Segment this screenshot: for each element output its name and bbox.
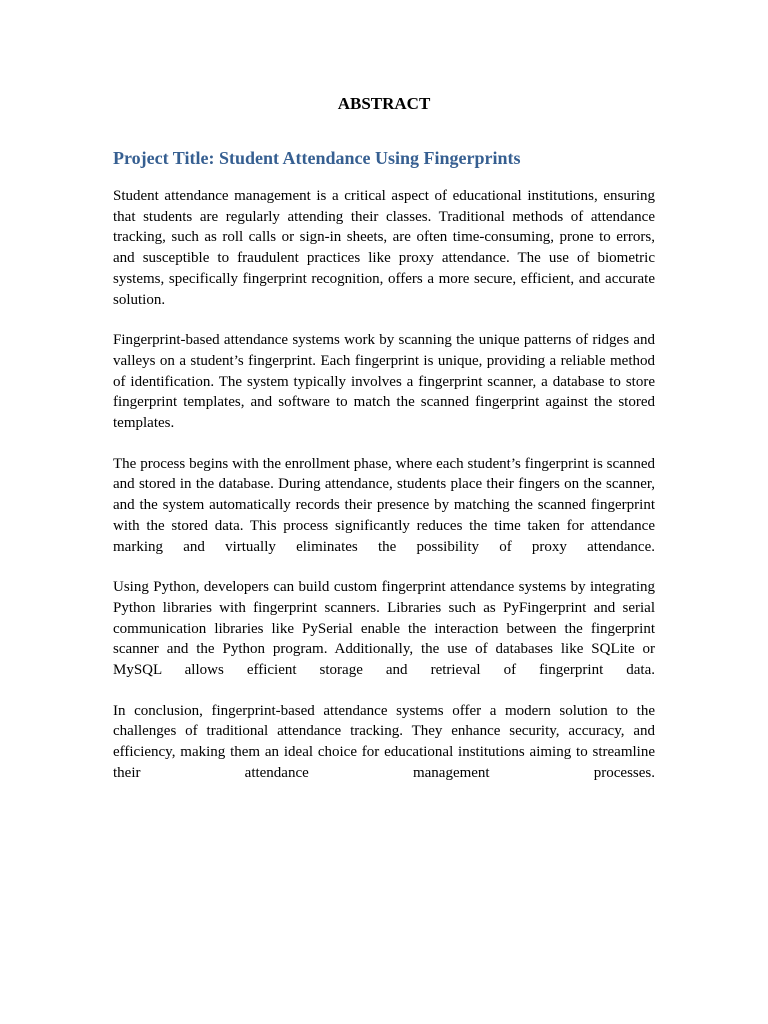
paragraph-intro: Student attendance management is a critical aspect of educational institutions, ensuring that students are regularly attending their classes. Traditional methods of attendance tracking, such as roll calls or sign-in sheets, are often time-consuming, prone to errors, and susceptible to fraudulent practices like proxy attendance. The use of biometric systems, specifically fingerprint recognition, offers a more secure, efficient, and accurate solution. xyxy=(113,188,655,308)
abstract-heading: ABSTRACT xyxy=(337,94,431,113)
paragraph-python: Using Python, developers can build custom fingerprint attendance systems by integrating Python libraries with fingerprint scanners. Libraries such as PyFingerprint and serial communication libraries like PySerial enable the interaction between the fingerprint scanner and the Python program. Additionally, the use of databases like SQLite or MySQL allows efficient storage and retrieval of fingerprint data. xyxy=(113,579,655,679)
document-page xyxy=(113,92,655,804)
paragraph-process: The process begins with the enrollment phase, where each student’s fingerprint is scanned and stored in the database. During attendance, students place their fingers on the scanner, and the system automatically records their presence by matching the scanned fingerprint with the stored data. This process significantly reduces the time taken for attendance marking and virtually eliminates the possibility of proxy attendance. xyxy=(113,455,655,555)
paragraph-conclusion: In conclusion, fingerprint-based attendance systems offer a modern solution to the challenges of traditional attendance tracking. They enhance security, accuracy, and efficiency, making them an ideal choice for educational institutions aiming to streamline their attendance management processes. xyxy=(113,702,655,781)
paragraph-how-it-works: Fingerprint-based attendance systems work by scanning the unique patterns of ridges and valleys on a student’s fingerprint. Each fingerprint is unique, providing a reliable method of identification. The system typically involves a fingerprint scanner, a database to store fingerprint templates, and software to match the scanned fingerprint against the stored templates. xyxy=(113,332,655,432)
project-title: Project Title: Student Attendance Using Fingerprints xyxy=(113,148,521,168)
